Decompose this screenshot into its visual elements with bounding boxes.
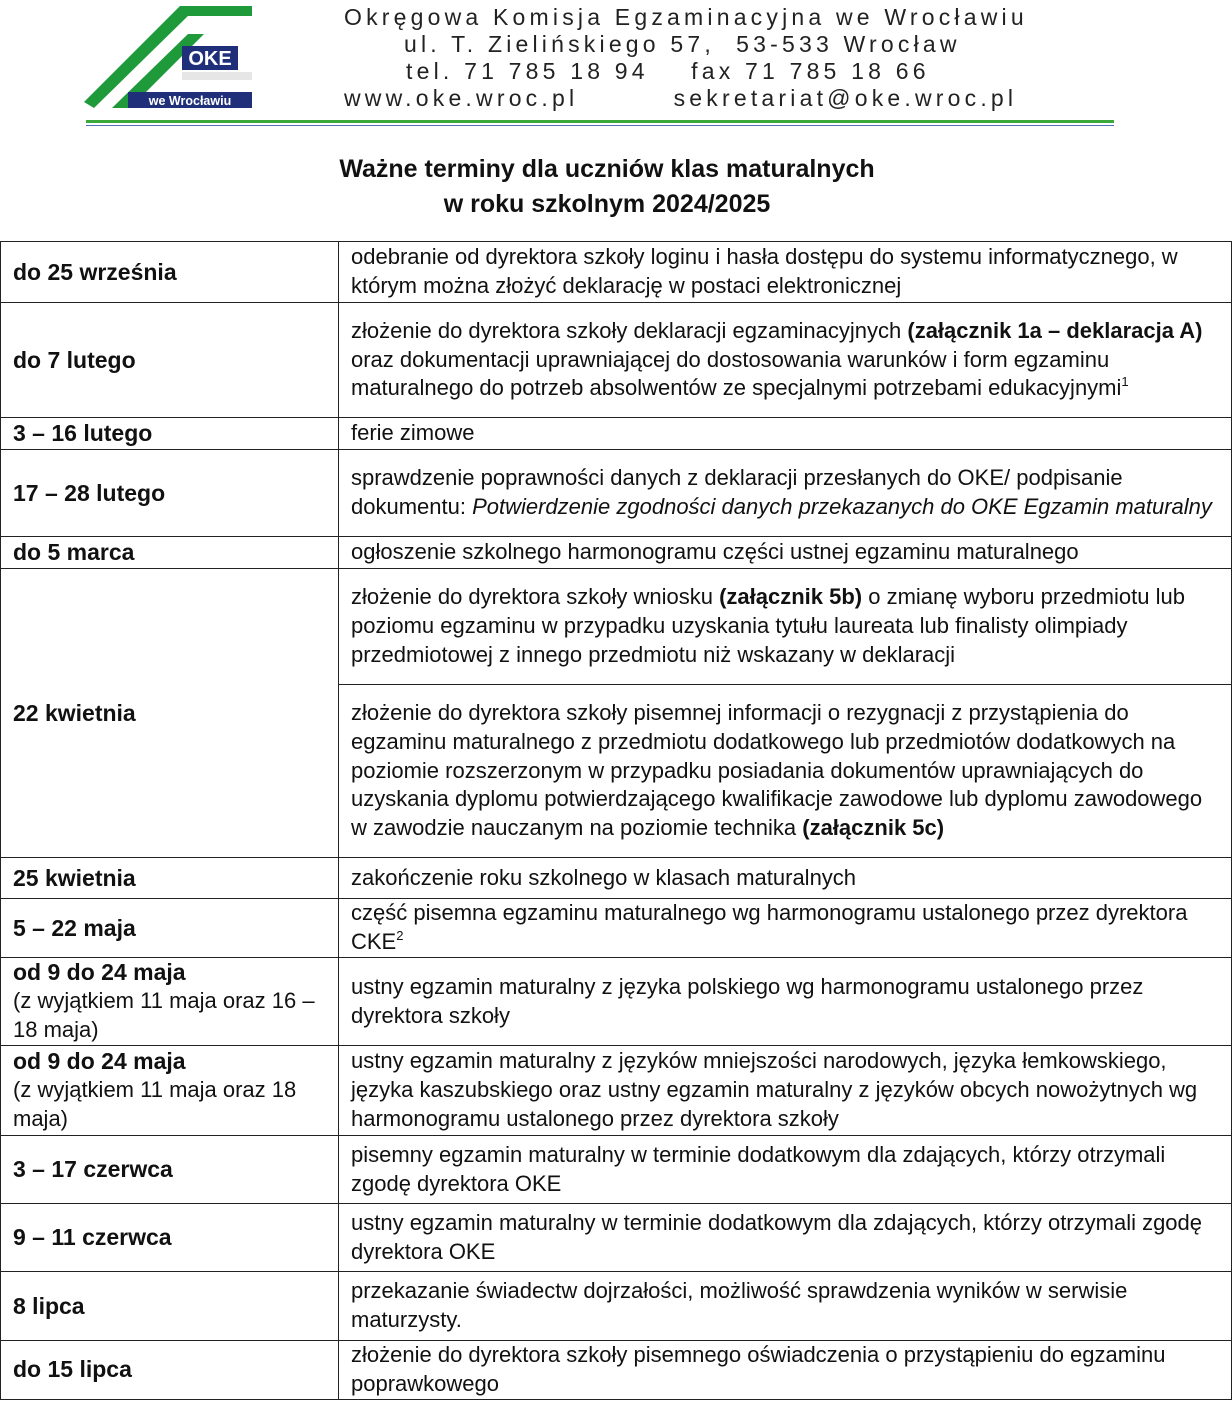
row-date: 3 – 16 lutego	[1, 418, 339, 450]
row-description	[339, 450, 1232, 537]
row-date: 22 kwietnia	[1, 569, 339, 858]
attachment-label: (załącznik 1a – deklaracja A)	[907, 317, 1203, 343]
row-description: ustny egzamin maturalny z języków mniejszości narodowych, języka łemkowskiego, języka kaszubskiego oraz ustny egzamin maturalny z języków obcych nowożytnych wg harmonogramu ustalonego przez dyrektora szkoły	[339, 1046, 1232, 1136]
institution-address: ul. T. Zielińskiego 57, 53-533 Wrocław	[404, 31, 961, 57]
institution-web-email: www.oke.wroc.pl sekretariat@oke.wroc.pl	[344, 85, 1018, 111]
row-description: ferie zimowe	[339, 418, 1232, 450]
desc-text: złożenie do dyrektora szkoły deklaracji egzaminacyjnych	[351, 317, 908, 343]
row-description	[339, 303, 1232, 418]
desc-text: złożenie do dyrektora szkoły pisemnej informacji o rezygnacji z przystąpienia do egzaminu maturalnego z przedmiotu dodatkowego lub przedmiotów dodatkowych na poziomie rozszerzonym w przypadku posiadania dokumentów uprawniających do uzyskania dyplomu potwierdzającego kwalifikacje zawodowe lub dyplomu zawodowego w zawodzie nauczanym na poziomie technika	[351, 700, 1203, 841]
attachment-label: (załącznik 5b)	[719, 584, 863, 610]
table-row	[1, 1204, 1232, 1272]
row-description: ogłoszenie szkolnego harmonogramu części ustnej egzaminu maturalnego	[339, 537, 1232, 569]
row-date-exception: (z wyjątkiem 11 maja oraz 18 maja)	[13, 1077, 297, 1131]
institution-phone-fax: tel. 71 785 18 94 fax 71 785 18 66	[406, 58, 930, 84]
row-date: do 25 września	[1, 242, 339, 303]
table-row	[1, 1341, 1232, 1400]
row-description	[339, 899, 1232, 958]
row-description: odebranie od dyrektora szkoły loginu i hasła dostępu do systemu informatycznego, w którym można złożyć deklarację w postaci elektronicznej	[339, 242, 1232, 303]
row-description: ustny egzamin maturalny z języka polskiego wg harmonogramu ustalonego przez dyrektora szkoły	[339, 958, 1232, 1046]
table-row	[1, 1136, 1232, 1204]
table-row	[1, 569, 1232, 685]
schedule-table	[0, 241, 1232, 1400]
row-description	[339, 685, 1232, 858]
row-date-main: od 9 do 24 maja	[13, 1048, 186, 1075]
row-date-exception: (z wyjątkiem 11 maja oraz 16 – 18 maja)	[13, 988, 315, 1042]
table-row	[1, 958, 1232, 1046]
table-row	[1, 418, 1232, 450]
row-description: przekazanie świadectw dojrzałości, możliwość sprawdzenia wyników w serwisie maturzysty.	[339, 1272, 1232, 1341]
desc-text: złożenie do dyrektora szkoły wniosku	[351, 584, 720, 610]
logo-city-text: we Wrocławiu	[148, 94, 232, 108]
row-date: 5 – 22 maja	[1, 899, 339, 958]
table-row	[1, 450, 1232, 537]
table-row	[1, 1272, 1232, 1341]
row-description	[339, 569, 1232, 685]
row-date: 17 – 28 lutego	[1, 450, 339, 537]
page-title-line2: w roku szkolnym 2024/2025	[443, 190, 771, 218]
table-row	[1, 303, 1232, 418]
table-row	[1, 242, 1232, 303]
table-row	[1, 858, 1232, 899]
page-title	[0, 152, 1214, 222]
desc-text: o zmianę wyboru przedmiotu lub poziomu egzaminu w przypadku uzyskania tytułu laureata lub finalisty olimpiady przedmiotowej z innego przedmiotu niż wskazany w deklaracji	[351, 584, 1185, 667]
row-description: ustny egzamin maturalny w terminie dodatkowym dla zdających, którzy otrzymali zgodę dyrektora OKE	[339, 1204, 1232, 1272]
oke-logo	[84, 6, 256, 110]
row-date: do 15 lipca	[1, 1341, 339, 1400]
row-description: złożenie do dyrektora szkoły pisemnego oświadczenia o przystąpieniu do egzaminu poprawkowego	[339, 1341, 1232, 1400]
oke-logo-graphic	[84, 6, 256, 110]
row-date: 3 – 17 czerwca	[1, 1136, 339, 1204]
footnote-marker: 1	[1121, 374, 1129, 390]
institution-contact-block	[340, 4, 1120, 112]
table-row	[1, 1046, 1232, 1136]
header-divider-blue	[86, 125, 1114, 126]
row-date	[1, 1046, 339, 1136]
row-date: do 5 marca	[1, 537, 339, 569]
page-title-line1: Ważne terminy dla uczniów klas maturalnych	[339, 155, 875, 183]
logo-oke-text: OKE	[188, 48, 232, 70]
table-row	[1, 537, 1232, 569]
attachment-label: (załącznik 5c)	[802, 815, 945, 841]
desc-text: sprawdzenie poprawności danych z deklaracji przesłanych do OKE/ podpisanie dokumentu:	[351, 465, 1123, 519]
row-date: do 7 lutego	[1, 303, 339, 418]
row-date	[1, 958, 339, 1046]
row-date: 9 – 11 czerwca	[1, 1204, 339, 1272]
table-row	[1, 899, 1232, 958]
desc-text: część pisemna egzaminu maturalnego wg harmonogramu ustalonego przez dyrektora CKE	[351, 900, 1188, 954]
document-name: Potwierdzenie zgodności danych przekazanych do OKE Egzamin maturalny	[472, 494, 1212, 519]
desc-text: oraz dokumentacji uprawniającej do dostosowania warunków i form egzaminu maturalnego do potrzeb absolwentów ze specjalnymi potrzebami edukacyjnymi	[351, 346, 1122, 401]
header-divider-green	[86, 120, 1114, 123]
row-description: zakończenie roku szkolnego w klasach maturalnych	[339, 858, 1232, 899]
row-description: pisemny egzamin maturalny w terminie dodatkowym dla zdających, którzy otrzymali zgodę dyrektora OKE	[339, 1136, 1232, 1204]
row-date-main: od 9 do 24 maja	[13, 959, 186, 986]
footnote-marker: 2	[396, 928, 404, 943]
institution-name: Okręgowa Komisja Egzaminacyjna we Wrocławiu	[344, 4, 1028, 30]
row-date: 25 kwietnia	[1, 858, 339, 899]
row-date: 8 lipca	[1, 1272, 339, 1341]
